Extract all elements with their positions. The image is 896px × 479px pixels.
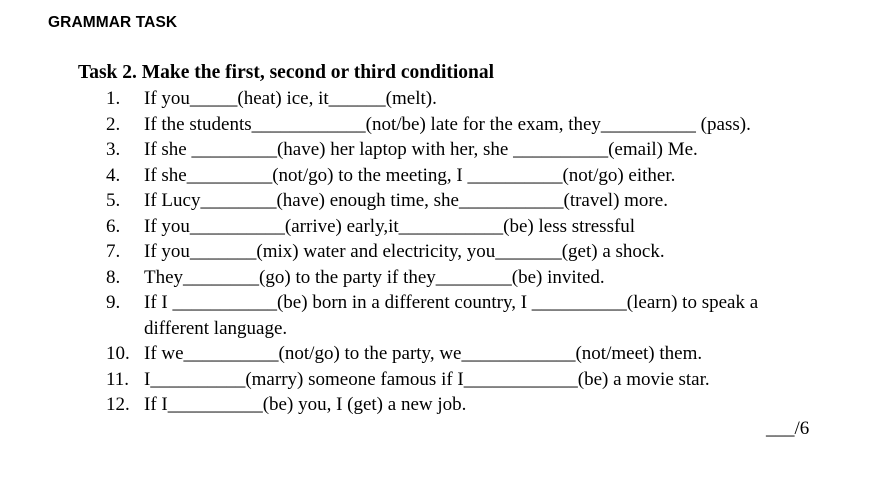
list-item [106, 367, 866, 393]
item-text [144, 341, 866, 367]
item-text [144, 392, 866, 418]
item-text [144, 214, 866, 240]
item-number: 4. [106, 164, 121, 186]
list-item [106, 163, 866, 189]
task-title: Task 2. Make the first, second or third conditional [78, 62, 495, 83]
item-number: 3. [106, 139, 121, 160]
page-header: GRAMMAR TASK [48, 14, 178, 31]
item-text [144, 290, 866, 341]
item-number: 1. [106, 88, 121, 109]
item-number: 12. [106, 394, 130, 415]
item-line: They________(go) to the party if they________(be) invited. [144, 266, 605, 288]
list-item [106, 112, 866, 138]
list-item [106, 188, 866, 214]
task-list [106, 86, 866, 418]
item-text [144, 239, 866, 265]
item-number: 8. [106, 266, 121, 288]
item-line: If we__________(not/go) to the party, we____________(not/meet) them. [144, 343, 703, 364]
list-item [106, 86, 866, 112]
item-line: If you_____(heat) ice, it______(melt). [144, 88, 437, 109]
item-text [144, 137, 866, 163]
item-text [144, 86, 866, 112]
item-line: If I ___________(be) born in a different country, I __________(learn) to speak a [144, 292, 759, 313]
item-line: If you__________(arrive) early,it___________(be) less stressful [144, 215, 636, 237]
item-line: I__________(marry) someone famous if I____________(be) a movie star. [144, 368, 710, 390]
item-text [144, 265, 866, 291]
item-text [144, 112, 866, 138]
item-number: 2. [106, 113, 121, 135]
item-line: If you_______(mix) water and electricity, you_______(get) a shock. [144, 241, 665, 262]
item-text [144, 163, 866, 189]
score-field: ___/6 [766, 418, 810, 439]
item-number: 10. [106, 343, 130, 364]
list-item [106, 392, 866, 418]
item-text [144, 367, 866, 393]
list-item [106, 265, 866, 291]
list-item [106, 239, 866, 265]
item-text [144, 188, 866, 214]
list-item [106, 137, 866, 163]
list-item [106, 341, 866, 367]
item-number: 11. [106, 368, 130, 390]
item-number: 5. [106, 190, 121, 211]
item-line-continuation: different language. [144, 317, 288, 339]
item-number: 9. [106, 292, 121, 313]
item-line: If Lucy________(have) enough time, she___________(travel) more. [144, 190, 668, 211]
list-item [106, 214, 866, 240]
item-line: If she _________(have) her laptop with her, she __________(email) Me. [144, 139, 698, 160]
item-line: If I__________(be) you, I (get) a new job. [144, 394, 467, 415]
item-line: If she_________(not/go) to the meeting, I __________(not/go) either. [144, 164, 676, 186]
list-item [106, 290, 866, 341]
item-line: If the students____________(not/be) late for the exam, they__________ (pass). [144, 113, 751, 135]
item-number: 6. [106, 215, 121, 237]
item-number: 7. [106, 241, 121, 262]
